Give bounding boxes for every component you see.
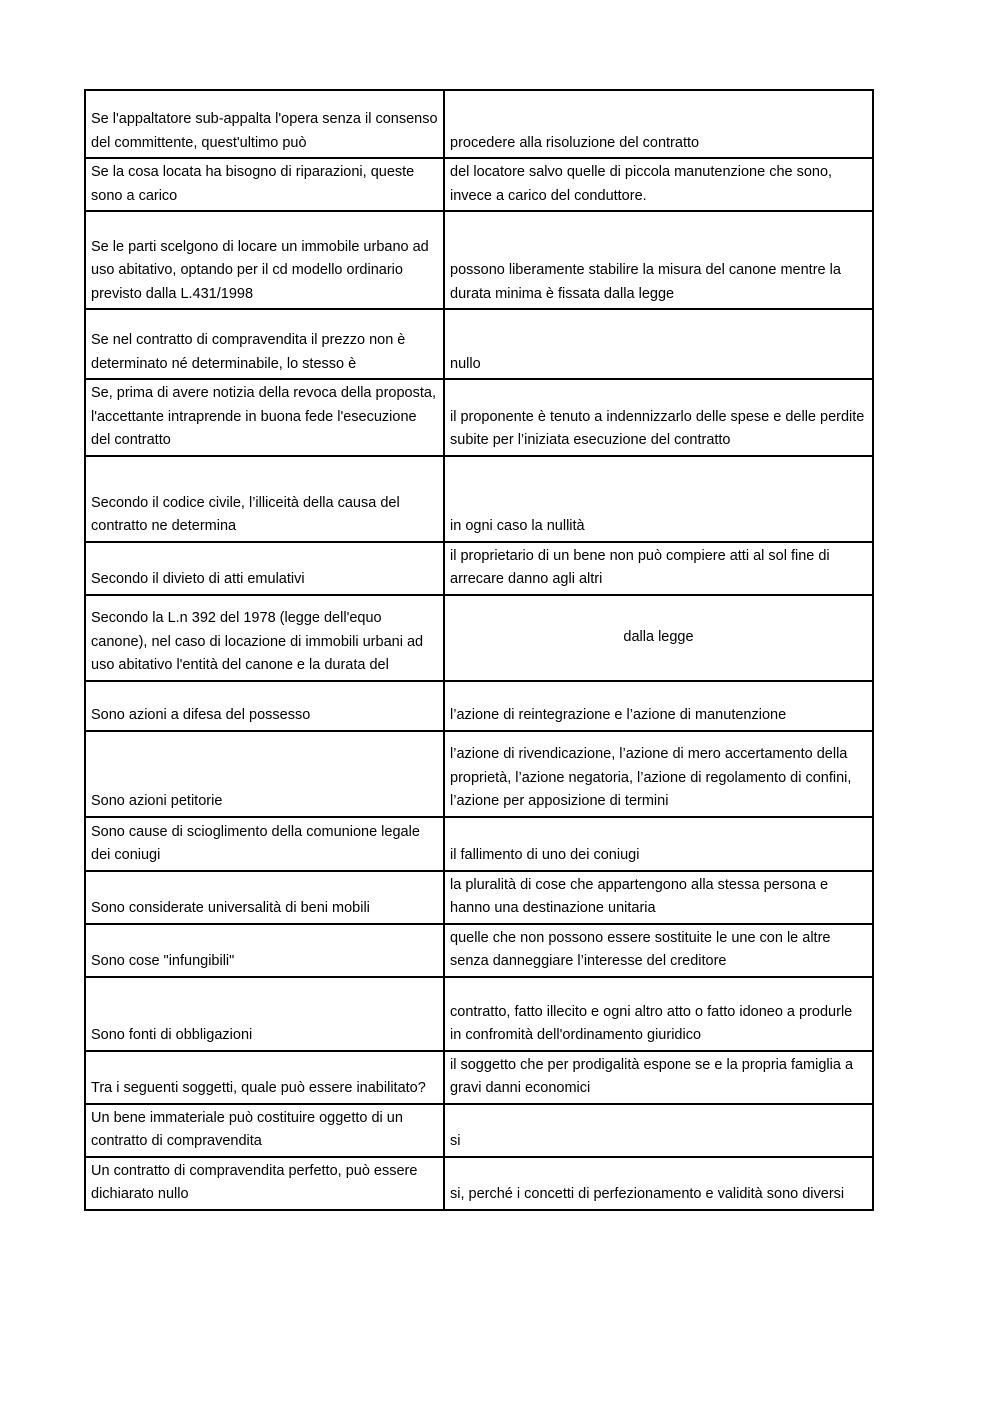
answer-cell: la pluralità di cose che appartengono alla stessa persona e hanno una destinazione unitaria <box>444 871 873 924</box>
answer-cell: contratto, fatto illecito e ogni altro atto o fatto idoneo a produrle in confromità dell'ordinamento giuridico <box>444 977 873 1051</box>
answer-cell: l’azione di reintegrazione e l’azione di manutenzione <box>444 681 873 731</box>
question-cell: Se nel contratto di compravendita il prezzo non è determinato né determinabile, lo stesso è <box>85 309 444 379</box>
answer-cell: l’azione di rivendicazione, l’azione di mero accertamento della proprietà, l’azione negatoria, l’azione di regolamento di confini, l’azione per apposizione di termini <box>444 731 873 817</box>
answer-cell: in ogni caso la nullità <box>444 456 873 542</box>
table-row <box>85 158 873 211</box>
table-row <box>85 309 873 379</box>
answer-cell: si, perché i concetti di perfezionamento e validità sono diversi <box>444 1157 873 1210</box>
table-row <box>85 977 873 1051</box>
table-row <box>85 871 873 924</box>
answer-cell: il proprietario di un bene non può compiere atti al sol fine di arrecare danno agli altri <box>444 542 873 595</box>
table-row <box>85 379 873 456</box>
answer-cell: quelle che non possono essere sostituite le une con le altre senza danneggiare l’interesse del creditore <box>444 924 873 977</box>
answer-cell: nullo <box>444 309 873 379</box>
answer-cell: si <box>444 1104 873 1157</box>
answer-cell: dalla legge <box>444 595 873 681</box>
answer-cell: il soggetto che per prodigalità espone se e la propria famiglia a gravi danni economici <box>444 1051 873 1104</box>
question-cell: Un bene immateriale può costituire oggetto di un contratto di compravendita <box>85 1104 444 1157</box>
question-cell: Secondo il divieto di atti emulativi <box>85 542 444 595</box>
table-row <box>85 542 873 595</box>
table-row <box>85 1157 873 1210</box>
answer-cell: il fallimento di uno dei coniugi <box>444 817 873 871</box>
question-cell: Un contratto di compravendita perfetto, può essere dichiarato nullo <box>85 1157 444 1210</box>
table-row <box>85 924 873 977</box>
question-cell: Secondo la L.n 392 del 1978 (legge dell'equo canone), nel caso di locazione di immobili urbani ad uso abitativo l'entità del canone e la durata del <box>85 595 444 681</box>
table-row <box>85 1104 873 1157</box>
answer-cell: il proponente è tenuto a indennizzarlo delle spese e delle perdite subite per l’iniziata esecuzione del contratto <box>444 379 873 456</box>
answer-cell: procedere alla risoluzione del contratto <box>444 90 873 158</box>
question-cell: Se la cosa locata ha bisogno di riparazioni, queste sono a carico <box>85 158 444 211</box>
question-cell: Se l'appaltatore sub-appalta l'opera senza il consenso del committente, quest'ultimo può <box>85 90 444 158</box>
question-cell: Se le parti scelgono di locare un immobile urbano ad uso abitativo, optando per il cd modello ordinario previsto dalla L.431/1998 <box>85 211 444 309</box>
question-cell: Se, prima di avere notizia della revoca della proposta, l'accettante intraprende in buona fede l'esecuzione del contratto <box>85 379 444 456</box>
table-row <box>85 456 873 542</box>
question-cell: Sono fonti di obbligazioni <box>85 977 444 1051</box>
question-cell: Sono considerate universalità di beni mobili <box>85 871 444 924</box>
answer-cell: del locatore salvo quelle di piccola manutenzione che sono, invece a carico del conduttore. <box>444 158 873 211</box>
qa-table <box>84 89 874 1211</box>
table-row <box>85 731 873 817</box>
question-cell: Secondo il codice civile, l’illiceità della causa del contratto ne determina <box>85 456 444 542</box>
answer-cell: possono liberamente stabilire la misura del canone mentre la durata minima è fissata dalla legge <box>444 211 873 309</box>
question-cell: Sono azioni a difesa del possesso <box>85 681 444 731</box>
question-cell: Sono cose "infungibili" <box>85 924 444 977</box>
table-row <box>85 90 873 158</box>
question-cell: Sono azioni petitorie <box>85 731 444 817</box>
table-row <box>85 681 873 731</box>
table-row <box>85 1051 873 1104</box>
table-row <box>85 211 873 309</box>
table-row <box>85 595 873 681</box>
table-row <box>85 817 873 871</box>
question-cell: Tra i seguenti soggetti, quale può essere inabilitato? <box>85 1051 444 1104</box>
question-cell: Sono cause di scioglimento della comunione legale dei coniugi <box>85 817 444 871</box>
